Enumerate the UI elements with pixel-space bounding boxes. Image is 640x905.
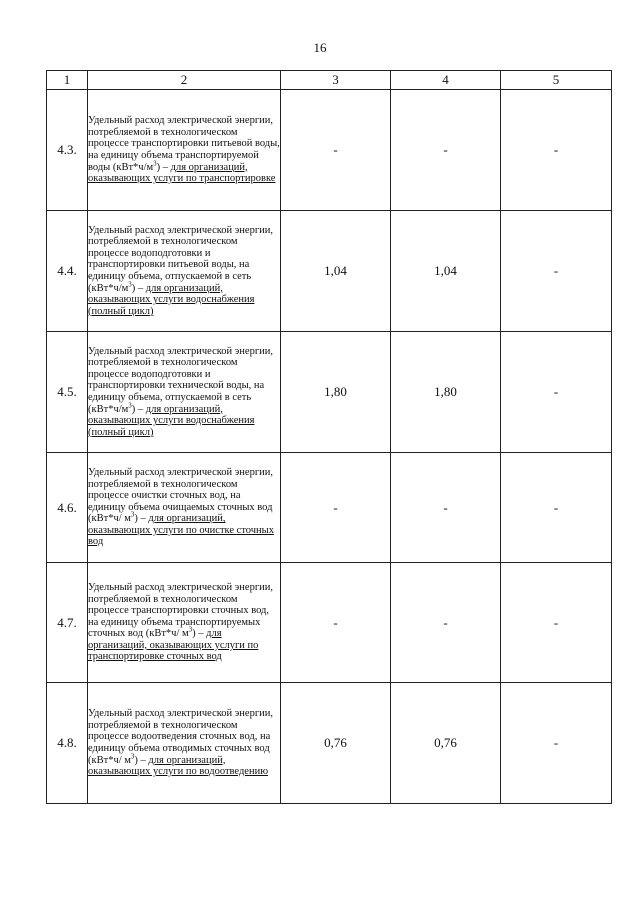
row-number: 4.7. bbox=[47, 563, 88, 683]
column-header: 5 bbox=[501, 71, 612, 90]
description-text: Удельный расход электрической энергии, потребляемой в технологическом процессе транспортировки сточных вод, на единицу объема транспортируемых сточных вод (кВт*ч/ м bbox=[88, 581, 274, 640]
table-row bbox=[47, 683, 612, 804]
superscript: 3 bbox=[130, 752, 135, 761]
cell-col4: - bbox=[391, 90, 501, 211]
cell-col4: 0,76 bbox=[391, 683, 501, 804]
table-row bbox=[47, 332, 612, 453]
description-text: ) – bbox=[131, 403, 146, 415]
row-description bbox=[88, 563, 281, 683]
column-header: 2 bbox=[88, 71, 281, 90]
cell-col3: - bbox=[281, 90, 391, 211]
description-text: Удельный расход электрической энергии, потребляемой в технологическом процессе водоотведения сточных вод, на единицу объема отводимых сточных вод (кВт*ч/ м bbox=[88, 708, 274, 766]
cell-col3: 1,80 bbox=[281, 332, 391, 453]
cell-col5: - bbox=[501, 90, 612, 211]
description-text: Удельный расход электрической энергии, потребляемой в технологическом процессе водоподготовки и транспортировки технической воды, на единицу объема, отпускаемой в сеть (кВт*ч/м bbox=[88, 345, 274, 415]
column-header: 4 bbox=[391, 71, 501, 90]
description-text: ) – bbox=[134, 513, 149, 525]
row-description bbox=[88, 211, 281, 332]
cell-col4: 1,04 bbox=[391, 211, 501, 332]
row-description bbox=[88, 90, 281, 211]
superscript: 3 bbox=[128, 401, 132, 410]
cell-col3: - bbox=[281, 563, 391, 683]
description-text: Удельный расход электрической энергии, потребляемой в технологическом процессе водоподготовки и транспортировки питьевой воды, на единицу объема, отпускаемой в сеть (кВт*ч/м bbox=[88, 224, 274, 294]
description-underlined: для организаций, оказывающих услуги по транспортировке bbox=[88, 161, 276, 185]
row-number: 4.8. bbox=[47, 683, 88, 804]
row-description bbox=[88, 683, 281, 804]
superscript: 3 bbox=[128, 280, 132, 289]
cell-col5: - bbox=[501, 211, 612, 332]
cell-col5: - bbox=[501, 453, 612, 563]
description-text: ) – bbox=[156, 161, 171, 173]
cell-col5: - bbox=[501, 332, 612, 453]
row-number: 4.6. bbox=[47, 453, 88, 563]
cell-col5: - bbox=[501, 563, 612, 683]
superscript: 3 bbox=[130, 510, 135, 519]
cell-col3: 0,76 bbox=[281, 683, 391, 804]
indicator-table bbox=[46, 70, 612, 804]
description-underlined: для организаций, оказывающих услуги водоснабжения (полный цикл) bbox=[88, 282, 255, 317]
cell-col3: 1,04 bbox=[281, 211, 391, 332]
table-header-row bbox=[47, 71, 612, 90]
superscript: 3 bbox=[153, 159, 157, 168]
row-number: 4.4. bbox=[47, 211, 88, 332]
cell-col3: - bbox=[281, 453, 391, 563]
row-description bbox=[88, 332, 281, 453]
description-underlined: для организаций, оказывающих услуги по водоотведению bbox=[88, 754, 269, 778]
table-row bbox=[47, 563, 612, 683]
description-text: Удельный расход электрической энергии, потребляемой в технологическом процессе очистки сточных вод, на единицу объема очищаемых сточных вод (кВт*ч/ м bbox=[88, 466, 274, 525]
superscript: 3 bbox=[188, 625, 193, 634]
cell-col4: - bbox=[391, 453, 501, 563]
cell-col4: - bbox=[391, 563, 501, 683]
row-description bbox=[88, 453, 281, 563]
column-header: 3 bbox=[281, 71, 391, 90]
description-text: Удельный расход электрической энергии, потребляемой в технологическом процессе транспортировки питьевой воды, на единицу объема транспортируемой воды (кВт*ч/м bbox=[88, 115, 280, 173]
row-number: 4.3. bbox=[47, 90, 88, 211]
table-row bbox=[47, 90, 612, 211]
cell-col5: - bbox=[501, 683, 612, 804]
cell-col4: 1,80 bbox=[391, 332, 501, 453]
description-text: ) – bbox=[131, 282, 146, 294]
row-number: 4.5. bbox=[47, 332, 88, 453]
table-row bbox=[47, 211, 612, 332]
table-row bbox=[47, 453, 612, 563]
page-number: 16 bbox=[313, 40, 327, 55]
description-text: ) – bbox=[192, 628, 207, 640]
column-header: 1 bbox=[47, 71, 88, 90]
description-underlined: для организаций, оказывающих услуги водоснабжения (полный цикл) bbox=[88, 403, 255, 438]
description-underlined: для организаций, оказывающих услуги по очистке сточных вод bbox=[88, 513, 274, 548]
description-text: ) – bbox=[134, 754, 149, 766]
description-underlined: для организаций, оказывающих услуги по транспортировке сточных вод bbox=[88, 628, 259, 663]
